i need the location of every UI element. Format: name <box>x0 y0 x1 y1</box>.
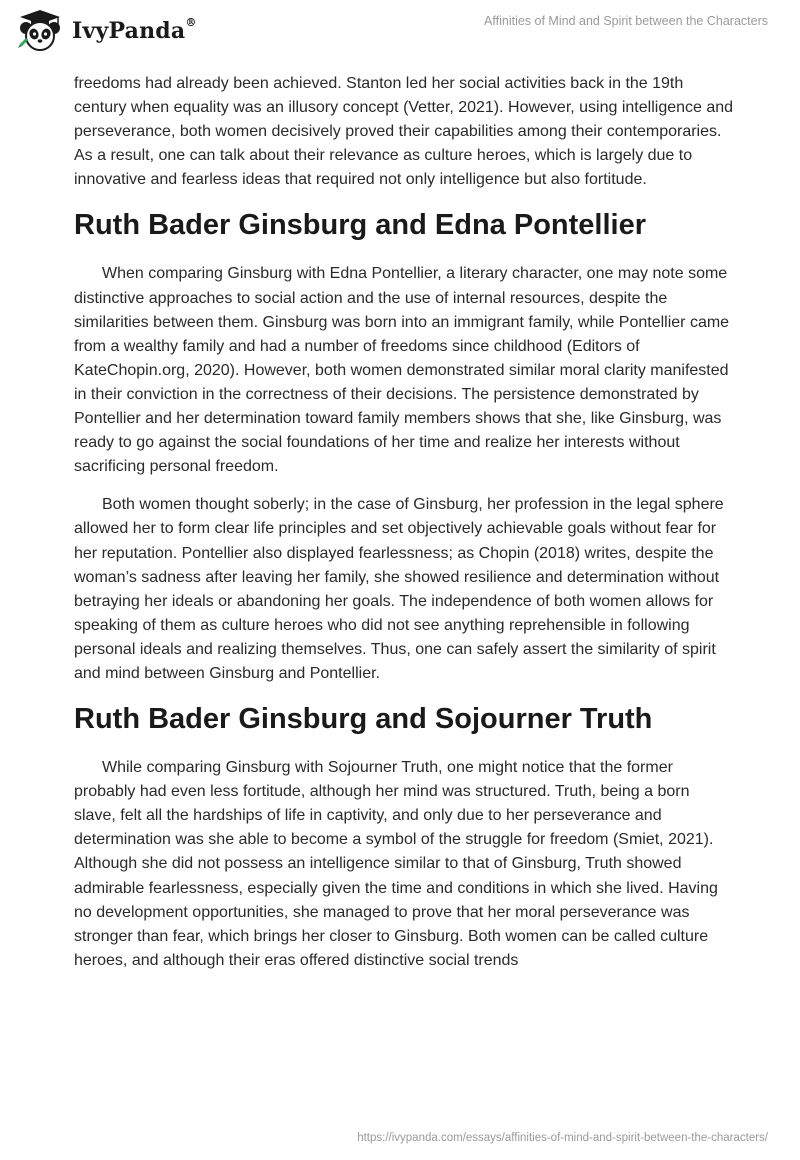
footer-source-url[interactable]: https://ivypanda.com/essays/affinities-of-mind-and-spirit-between-the-characters/ <box>357 1132 768 1144</box>
essay-content <box>74 72 734 987</box>
section-heading-sojourner-truth: Ruth Bader Ginsburg and Sojourner Truth <box>74 703 653 736</box>
brand-logo[interactable] <box>14 8 197 54</box>
running-title: Affinities of Mind and Spirit between the Characters <box>484 14 768 28</box>
section2-paragraph-1: While comparing Ginsburg with Sojourner Truth, one might notice that the former probably had even less fortitude, although her mind was structured. Truth, being a born slave, felt all the hardships of life in captivity, and only due to her perseverance and determination was she able to become a symbol of the struggle for freedom (Smiet, 2021). Although she did not possess an intelligence similar to that of Ginsburg, Truth showed admirable fearlessness, especially given the time and conditions in which she lived. Having no development opportunities, she managed to prove that her moral perseverance was stronger than fear, which brings her closer to Ginsburg. Both women can be called culture heroes, and although their eras offered distinctive social trends <box>74 759 718 969</box>
brand-name: IvyPanda® <box>72 16 197 44</box>
registered-mark: ® <box>185 16 197 29</box>
page-header <box>0 0 800 60</box>
section1-paragraph-1: When comparing Ginsburg with Edna Pontellier, a literary character, one may note some distinctive approaches to social action and the use of internal resources, despite the similarities between them. Ginsburg was born into an immigrant family, while Pontellier came from a wealthy family and had a number of freedoms since childhood (Editors of KateChopin.org, 2020). However, both women demonstrated similar moral clarity manifested in their conviction in the correctness of their decisions. The persistence demonstrated by Pontellier and her determination toward family members shows that she, like Ginsburg, was ready to go against the social foundations of her time and realize her interests without sacrificing personal freedom. <box>74 265 730 476</box>
intro-paragraph: freedoms had already been achieved. Stanton led her social activities back in the 19th century when equality was an illusory concept (Vetter, 2021). However, using intelligence and perseverance, both women decisively proved their capabilities among their contemporaries. As a result, one can talk about their relevance as culture heroes, which is largely due to innovative and fearless ideas that required not only intelligence but also fortitude. <box>74 75 734 189</box>
section1-paragraph-2: Both women thought soberly; in the case of Ginsburg, her profession in the legal sphere allowed her to form clear life principles and set objectively achievable goals without fear for her reputation. Pontellier also displayed fearlessness; as Chopin (2018) writes, despite the woman’s sadness after leaving her family, she showed resilience and determination without betraying her ideals or abandoning her goals. The independence of both women allows for speaking of them as culture heroes who did not see anything reprehensible in following personal ideals and realizing themselves. Thus, one can safely assert the similarity of spirit and mind between Ginsburg and Pontellier. <box>74 496 724 682</box>
section-heading-edna-pontellier: Ruth Bader Ginsburg and Edna Pontellier <box>74 209 646 242</box>
panda-graduate-logo-icon <box>14 8 66 54</box>
